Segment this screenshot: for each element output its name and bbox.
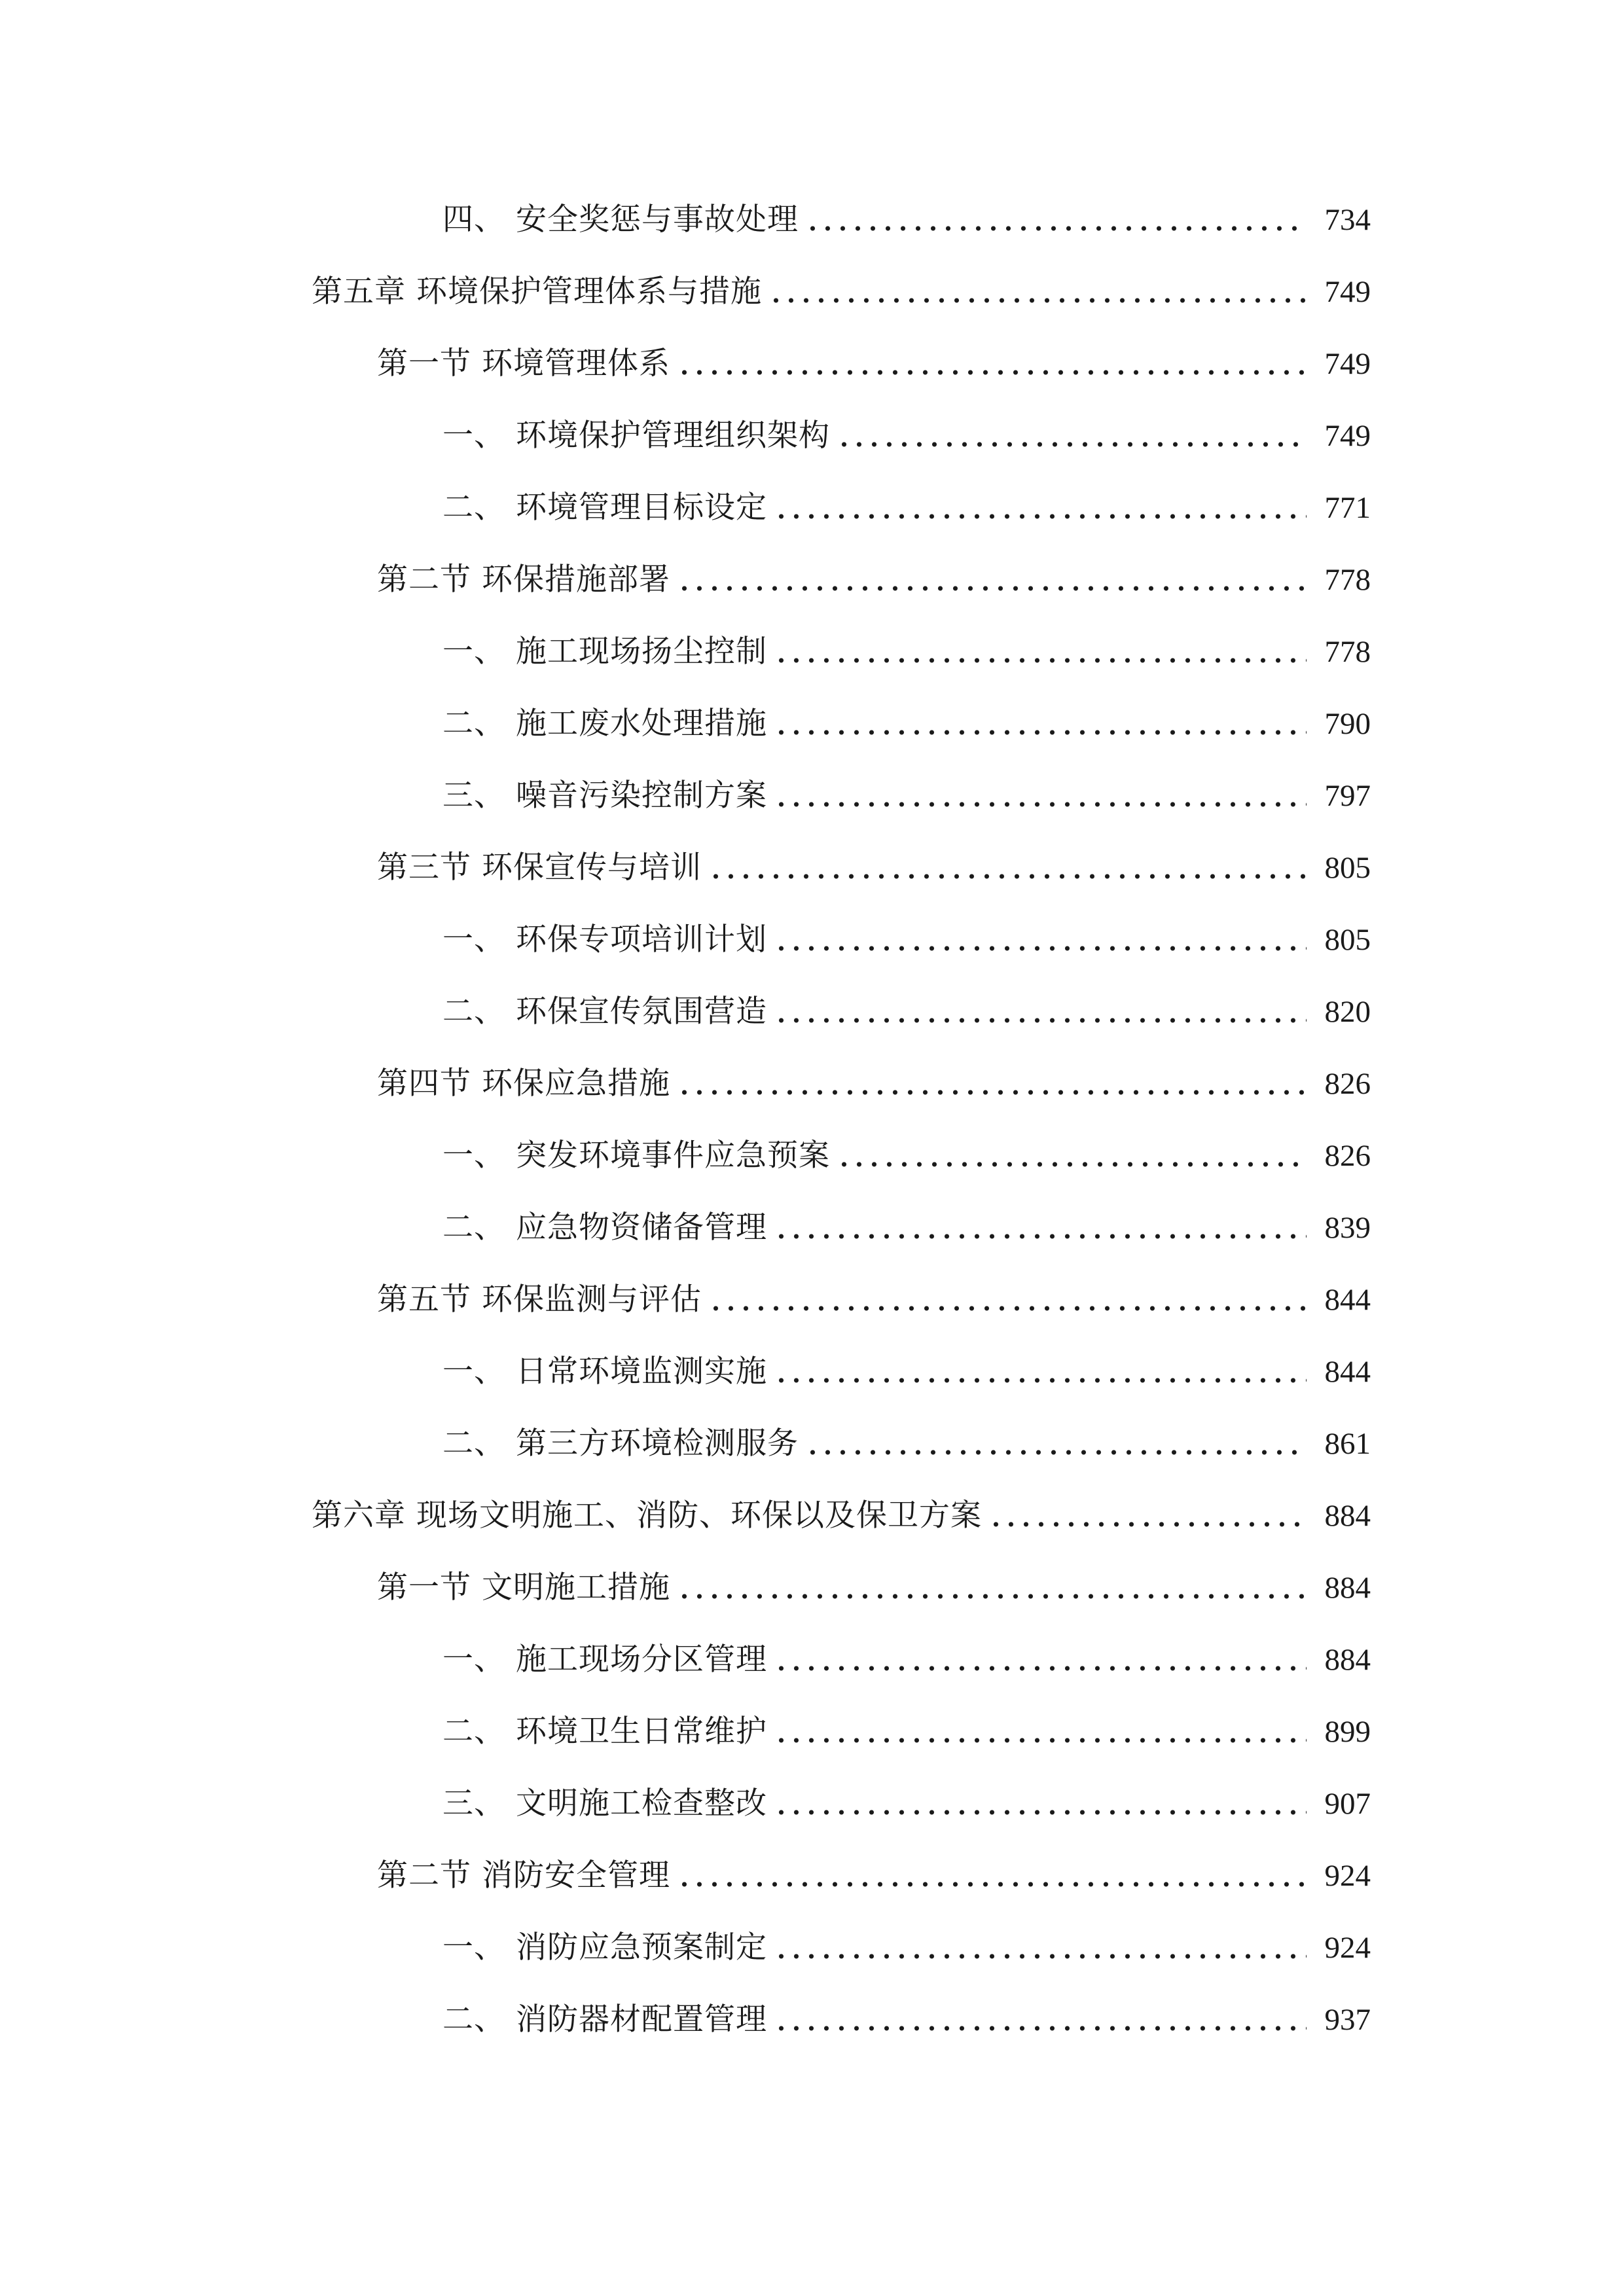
toc-entry-title: 三、 文明施工检查整改 [442,1785,767,1821]
toc-entry[interactable] [0,410,1624,462]
toc-dot-leader [677,1088,1307,1096]
toc-entry-title: 二、 环境管理目标设定 [442,490,767,526]
toc-dot-leader [988,1520,1307,1528]
toc-entry-title: 二、 第三方环境检测服务 [442,1426,799,1462]
toc-entry[interactable] [0,698,1624,750]
toc-entry-title: 二、 应急物资储备管理 [442,1210,767,1246]
toc-page-number: 771 [1324,491,1371,525]
toc-dot-leader [677,1880,1307,1888]
toc-entry[interactable] [0,1922,1624,1974]
toc-dot-leader [774,1808,1307,1816]
toc-page-number: 749 [1324,275,1371,309]
toc-entry-title: 一、 消防应急预案制定 [442,1929,767,1965]
toc-page-number: 734 [1324,203,1371,237]
toc-entry-title: 第四节 环保应急措施 [377,1066,670,1102]
toc-dot-leader [677,584,1307,592]
toc-dot-leader [837,1160,1307,1168]
toc-dot-leader [774,1016,1307,1024]
toc-entry[interactable] [0,1562,1624,1614]
toc-entry[interactable] [0,1418,1624,1470]
toc-entry[interactable] [0,1778,1624,1830]
toc-entry[interactable] [0,482,1624,534]
toc-page-number: 826 [1324,1067,1371,1101]
toc-entry[interactable] [0,338,1624,390]
toc-page-number: 844 [1324,1283,1371,1317]
toc-entry-title: 二、 消防器材配置管理 [442,2001,767,2037]
toc-page-number: 884 [1324,1571,1371,1605]
toc-page-number: 790 [1324,707,1371,741]
toc-entry[interactable] [0,1346,1624,1398]
toc-dot-leader [837,440,1307,448]
toc-dot-leader [805,224,1307,232]
toc-entry-title: 第二节 环保措施部署 [377,562,670,598]
toc-entry-title: 二、 环保宣传氛围营造 [442,994,767,1030]
toc-dot-leader [774,512,1307,520]
toc-dot-leader [677,1592,1307,1600]
toc-entry[interactable] [0,1850,1624,1902]
toc-entry-title: 第二节 消防安全管理 [377,1857,670,1893]
toc-entry[interactable] [0,1634,1624,1686]
toc-page-number: 805 [1324,923,1371,957]
toc-entry[interactable] [0,1274,1624,1326]
toc-entry[interactable] [0,1130,1624,1182]
toc-dot-leader [774,1376,1307,1384]
toc-entry[interactable] [0,1490,1624,1542]
toc-page-number: 884 [1324,1643,1371,1677]
toc-page-number: 839 [1324,1211,1371,1245]
toc-entry[interactable] [0,554,1624,606]
toc-entry-title: 二、 施工废水处理措施 [442,706,767,742]
toc-entry-title: 一、 环保专项培训计划 [442,922,767,958]
toc-dot-leader [774,944,1307,952]
toc-entry-title: 第一节 环境管理体系 [377,346,670,382]
toc-dot-leader [768,296,1307,304]
toc-entry-title: 一、 突发环境事件应急预案 [442,1138,830,1174]
toc-dot-leader [774,1736,1307,1744]
toc-page-number: 884 [1324,1499,1371,1533]
toc-entry[interactable] [0,986,1624,1038]
toc-page-number: 778 [1324,635,1371,669]
toc-page-number: 749 [1324,419,1371,453]
toc-entry-title: 一、 施工现场扬尘控制 [442,634,767,670]
toc-dot-leader [708,872,1307,880]
toc-entry[interactable] [0,914,1624,966]
toc-page-number: 778 [1324,563,1371,597]
toc-page-number: 937 [1324,2003,1371,2037]
toc-entry-title: 第三节 环保宣传与培训 [377,850,702,886]
toc-entry-title: 第一节 文明施工措施 [377,1570,670,1605]
toc-entry-title: 第五章 环境保护管理体系与措施 [312,274,762,310]
toc-page-number: 861 [1324,1427,1371,1461]
toc-dot-leader [774,1952,1307,1960]
toc-entry-title: 三、 噪音污染控制方案 [442,778,767,814]
toc-page-number: 797 [1324,779,1371,813]
toc-entry[interactable] [0,1994,1624,2046]
toc-entry-title: 第五节 环保监测与评估 [377,1282,702,1318]
toc-entry[interactable] [0,1706,1624,1758]
toc-page-number: 899 [1324,1715,1371,1749]
toc-dot-leader [774,800,1307,808]
toc-dot-leader [774,656,1307,664]
toc-page-number: 924 [1324,1931,1371,1965]
toc-entry[interactable] [0,770,1624,822]
toc-entry-title: 一、 环境保护管理组织架构 [442,418,830,454]
toc-dot-leader [774,1232,1307,1240]
toc-page-number: 820 [1324,995,1371,1029]
toc-dot-leader [805,1448,1307,1456]
toc-entry-title: 四、 安全奖惩与事故处理 [442,202,799,238]
toc-entry-title: 一、 日常环境监测实施 [442,1354,767,1390]
toc-page-number: 826 [1324,1139,1371,1173]
toc-page-number: 844 [1324,1355,1371,1389]
toc-page-number: 907 [1324,1787,1371,1821]
toc-dot-leader [774,2024,1307,2032]
toc-entry[interactable] [0,266,1624,318]
toc-entry-title: 一、 施工现场分区管理 [442,1641,767,1677]
toc-entry[interactable] [0,626,1624,678]
toc-dot-leader [774,1664,1307,1672]
toc-page-number: 805 [1324,851,1371,885]
toc-entry[interactable] [0,1202,1624,1254]
toc-dot-leader [774,728,1307,736]
toc-dot-leader [677,368,1307,376]
toc-entry-title: 二、 环境卫生日常维护 [442,1713,767,1749]
toc-dot-leader [708,1304,1307,1312]
toc-entry[interactable] [0,842,1624,894]
toc-entry[interactable] [0,1058,1624,1110]
toc-entry[interactable] [0,194,1624,246]
toc-page-number: 924 [1324,1859,1371,1893]
toc-page-number: 749 [1324,347,1371,381]
toc-entry-title: 第六章 现场文明施工、消防、环保以及保卫方案 [312,1498,982,1534]
